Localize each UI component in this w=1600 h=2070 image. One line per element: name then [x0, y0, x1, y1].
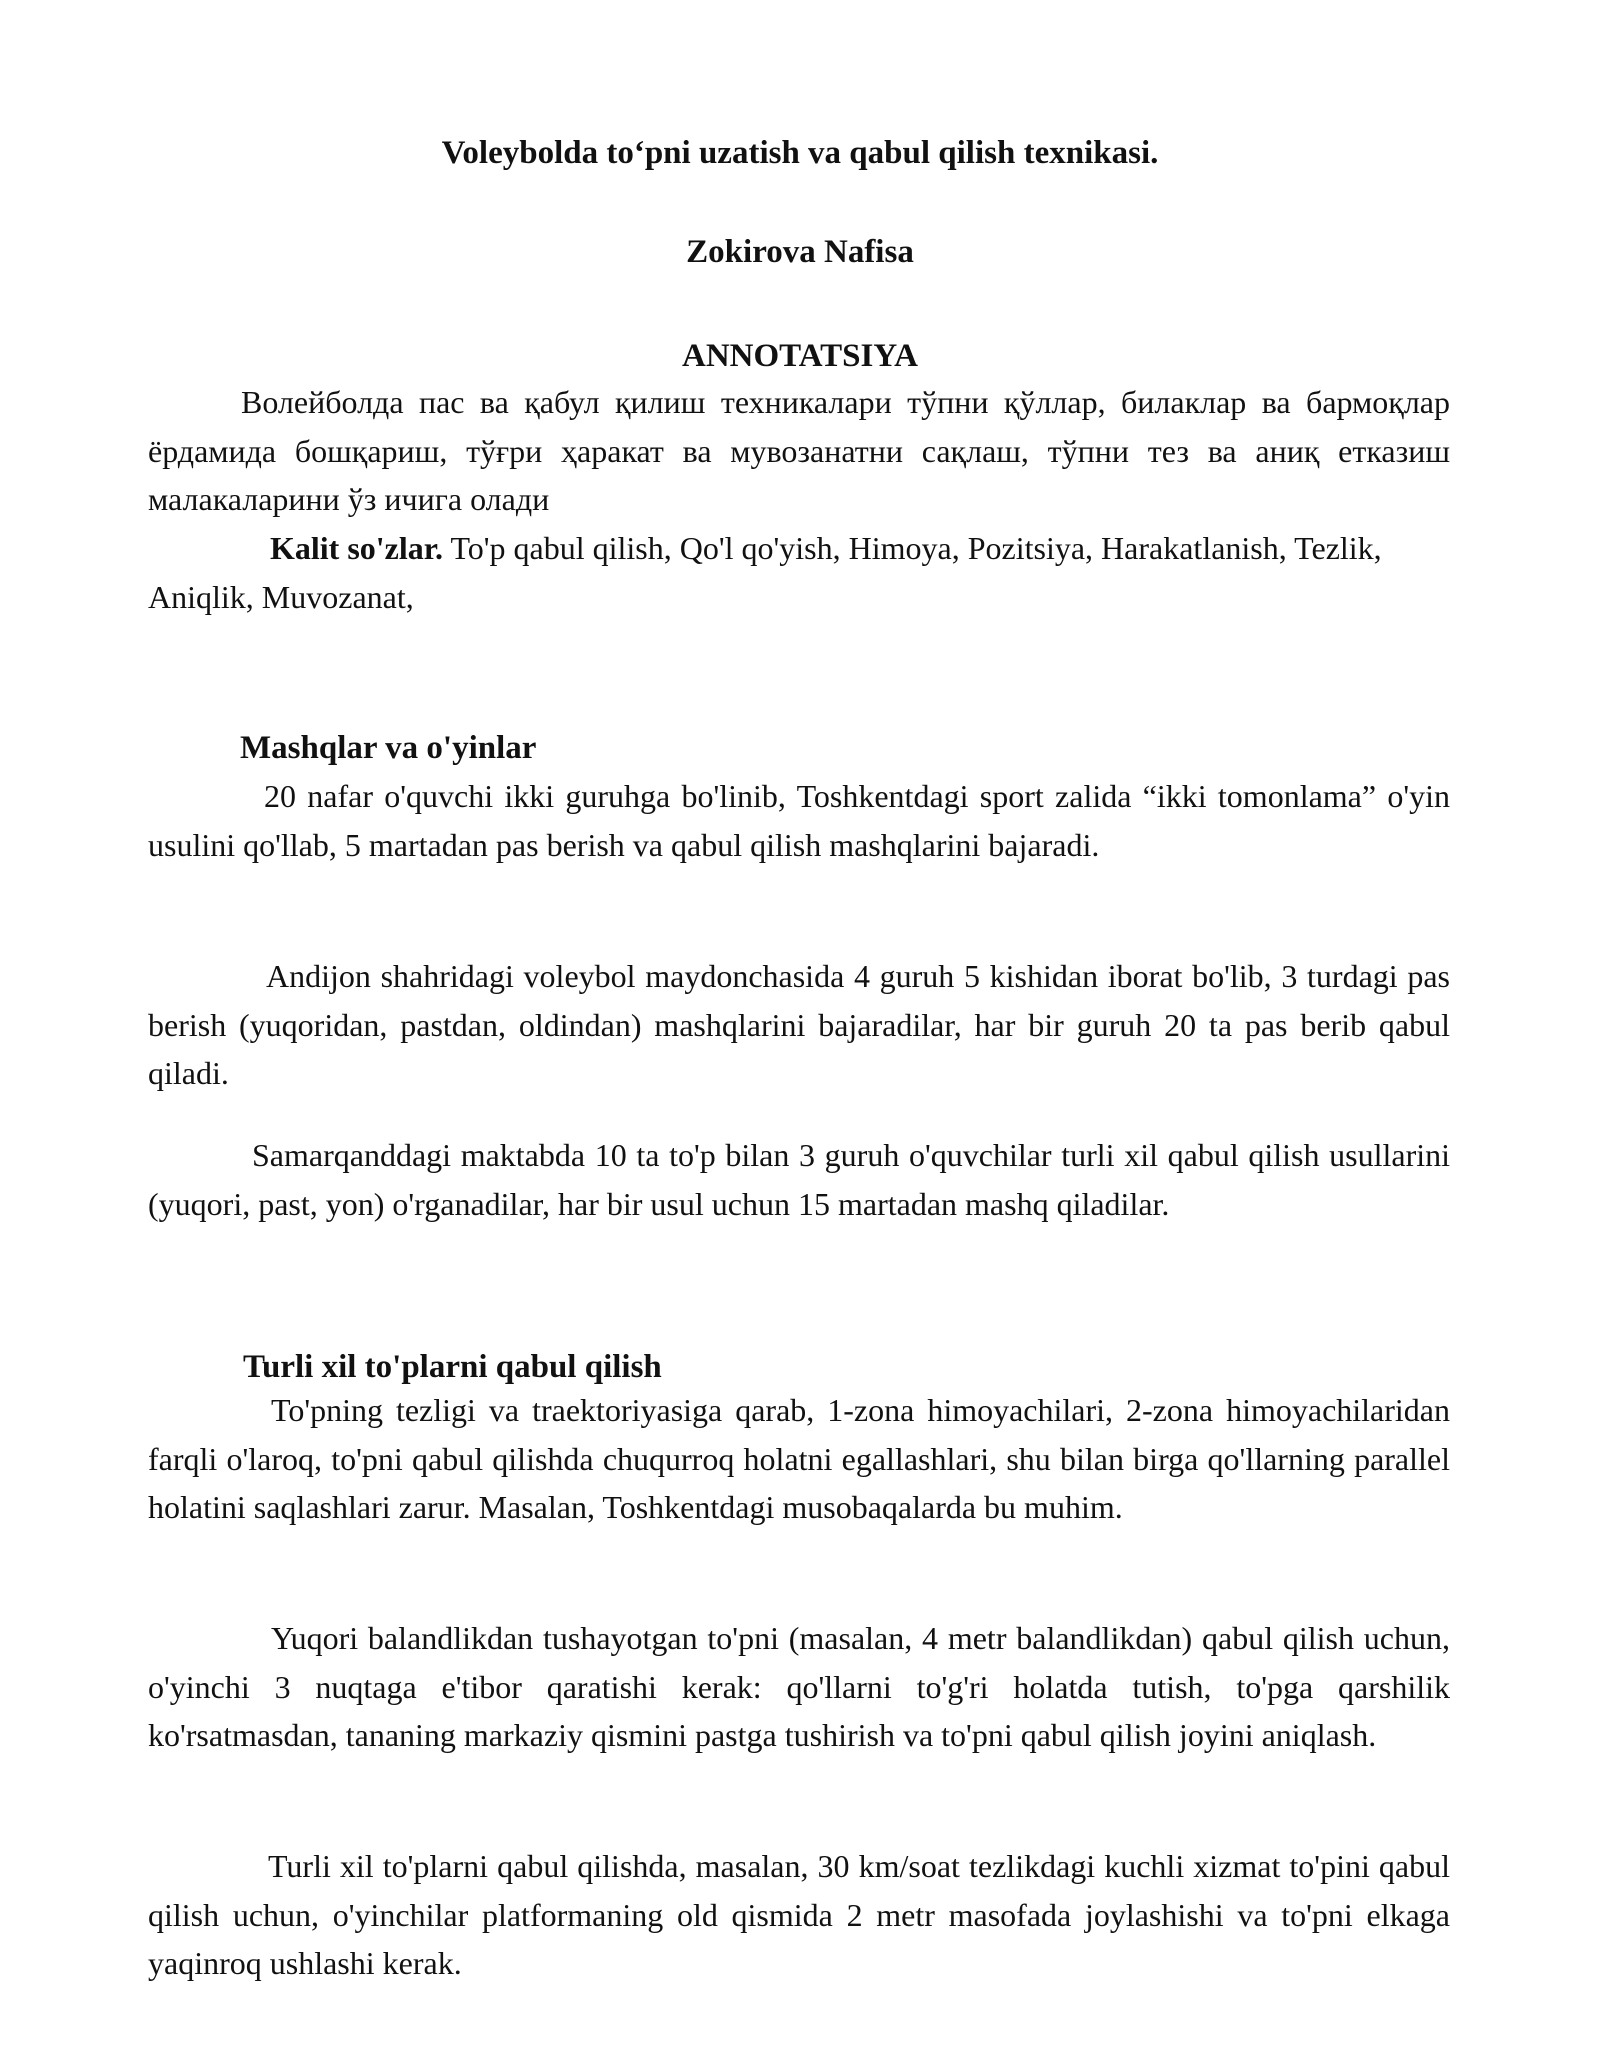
- keywords-label: Kalit so'zlar.: [270, 530, 444, 566]
- paragraph-exercise-2: Andijon shahridagi voleybol maydonchasida 4 guruh 5 kishidan iborat bo'lib, 3 turdagi pas berish (yuqoridan, pastdan, oldindan) mashqlarini bajaradilar, har bir guruh 20 ta pas berib qabul qiladi.: [148, 958, 1450, 1091]
- paragraph-receiving-1: To'pning tezligi va traektoriyasiga qarab, 1-zona himoyachilari, 2-zona himoyachilaridan farqli o'laroq, to'pni qabul qilishda chuqurroq holatni egallashlari, shu bilan birga qo'llarning parallel holatini saqlashlari zarur. Masalan, Toshkentdagi musobaqalarda bu muhim.: [148, 1392, 1450, 1525]
- keywords-paragraph: [148, 524, 1450, 621]
- annotation-heading: ANNOTATSIYA: [682, 338, 918, 374]
- paragraph-receiving-2: Yuqori balandlikdan tushayotgan to'pni (masalan, 4 metr balandlikdan) qabul qilish uchun, o'yinchi 3 nuqtaga e'tibor qaratishi kerak: qo'llarni to'g'ri holatda tutish, to'pga qarshilik ko'rsatmasdan, tananing markaziy qismini pastga tushirish va to'pni qabul qilish joyini aniqlash.: [148, 1620, 1450, 1753]
- section-heading-receiving: Turli xil to'plarni qabul qilish: [243, 1349, 662, 1385]
- section-heading-exercises: Mashqlar va o'yinlar: [240, 730, 537, 766]
- document-title: Voleybolda to‘pni uzatish va qabul qilish texnikasi.: [441, 135, 1159, 171]
- paragraph-exercise-3: Samarqanddagi maktabda 10 ta to'p bilan 3 guruh o'quvchilar turli xil qabul qilish usullarini (yuqori, past, yon) o'rganadilar, har bir usul uchun 15 martadan mashq qiladilar.: [148, 1137, 1450, 1222]
- author-name: Zokirova Nafisa: [686, 234, 914, 270]
- paragraph-exercise-1: 20 nafar o'quvchi ikki guruhga bo'linib, Toshkentdagi sport zalida “ikki tomonlama” o'yin usulini qo'llab, 5 martadan pas berish va qabul qilish mashqlarini bajaradi.: [148, 778, 1450, 863]
- annotation-paragraph: Волейболда пас ва қабул қилиш техникалари тўпни қўллар, билаклар ва бармоқлар ёрдамида бошқариш, тўғри ҳаракат ва мувозанатни сақлаш, тўпни тез ва аниқ етказиш малакаларини ўз ичига олади: [148, 384, 1450, 517]
- paragraph-receiving-3: Turli xil to'plarni qabul qilishda, masalan, 30 km/soat tezlikdagi kuchli xizmat to'pini qabul qilish uchun, o'yinchilar platformaning old qismida 2 metr masofada joylashishi va to'pni elkaga yaqinroq ushlashi kerak.: [148, 1848, 1450, 1981]
- keywords-text: To'p qabul qilish, Qo'l qo'yish, Himoya, Pozitsiya, Harakatlanish, Tezlik, Aniqlik, Muvozanat,: [148, 530, 1382, 615]
